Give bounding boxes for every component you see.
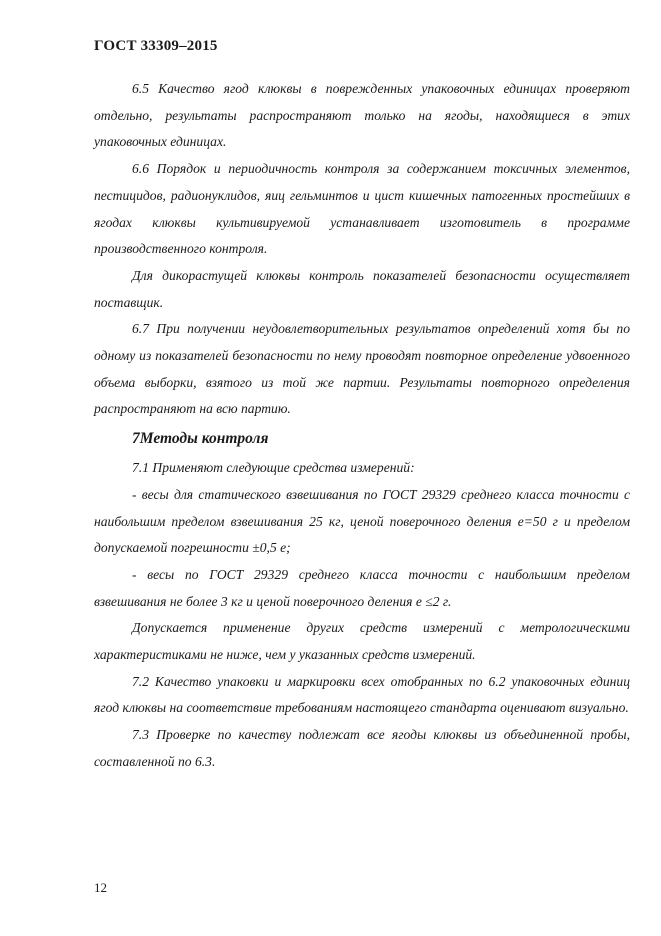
paragraph-wild-cranberry: Для дикорастущей клюквы контроль показателей безопасности осуществляет поставщик.: [94, 267, 630, 310]
list-item-scales-3kg: - весы по ГОСТ 29329 среднего класса точности с наибольшим пределом взвешивания не более 3 кг и ценой поверочного деления е ≤2 г.: [94, 566, 630, 609]
paragraph-6-7: 6.7 При получении неудовлетворительных результатов определений хотя бы по одному из показателей безопасности по нему проводят повторное определение удвоенного объема выборки, взятого из той же партии. Результаты повторного определения распространяют на всю партию.: [94, 321, 630, 417]
paragraph-other-instruments: Допускается применение других средств измерений с метрологическими характеристиками не ниже, чем у указанных средств измерений.: [94, 620, 630, 663]
page-number: 12: [94, 880, 107, 895]
paragraph-7-2: 7.2 Качество упаковки и маркировки всех отобранных по 6.2 упаковочных единиц ягод клюквы на соответствие требованиям настоящего стандарта оценивают визуально.: [94, 673, 630, 716]
paragraph-6-5: 6.5 Качество ягод клюквы в поврежденных упаковочных единицах проверяют отдельно, результаты распространяют только на ягоды, находящиеся в этих упаковочных единицах.: [94, 81, 630, 150]
paragraph-6-6: 6.6 Порядок и периодичность контроля за содержанием токсичных элементов, пестицидов, радионуклидов, яиц гельминтов и цист кишечных патогенных простейших в ягодах клюквы культивируемой устанавливает изготовитель в программе производственного контроля.: [94, 161, 630, 257]
document-body: [94, 76, 630, 776]
paragraph-7-3: 7.3 Проверке по качеству подлежат все ягоды клюквы из объединенной пробы, составленной по 6.3.: [94, 727, 630, 769]
paragraph-7-1: 7.1 Применяют следующие средства измерений:: [132, 460, 415, 476]
list-item-scales-25kg: - весы для статического взвешивания по ГОСТ 29329 среднего класса точности с наибольшим пределом взвешивания 25 кг, ценой поверочного деления е=50 г и пределом допускаемой погрешности ±0,5 е;: [94, 486, 630, 556]
document-code-header: ГОСТ 33309–2015: [94, 38, 218, 54]
section-title-control-methods: 7Методы контроля: [132, 430, 269, 448]
